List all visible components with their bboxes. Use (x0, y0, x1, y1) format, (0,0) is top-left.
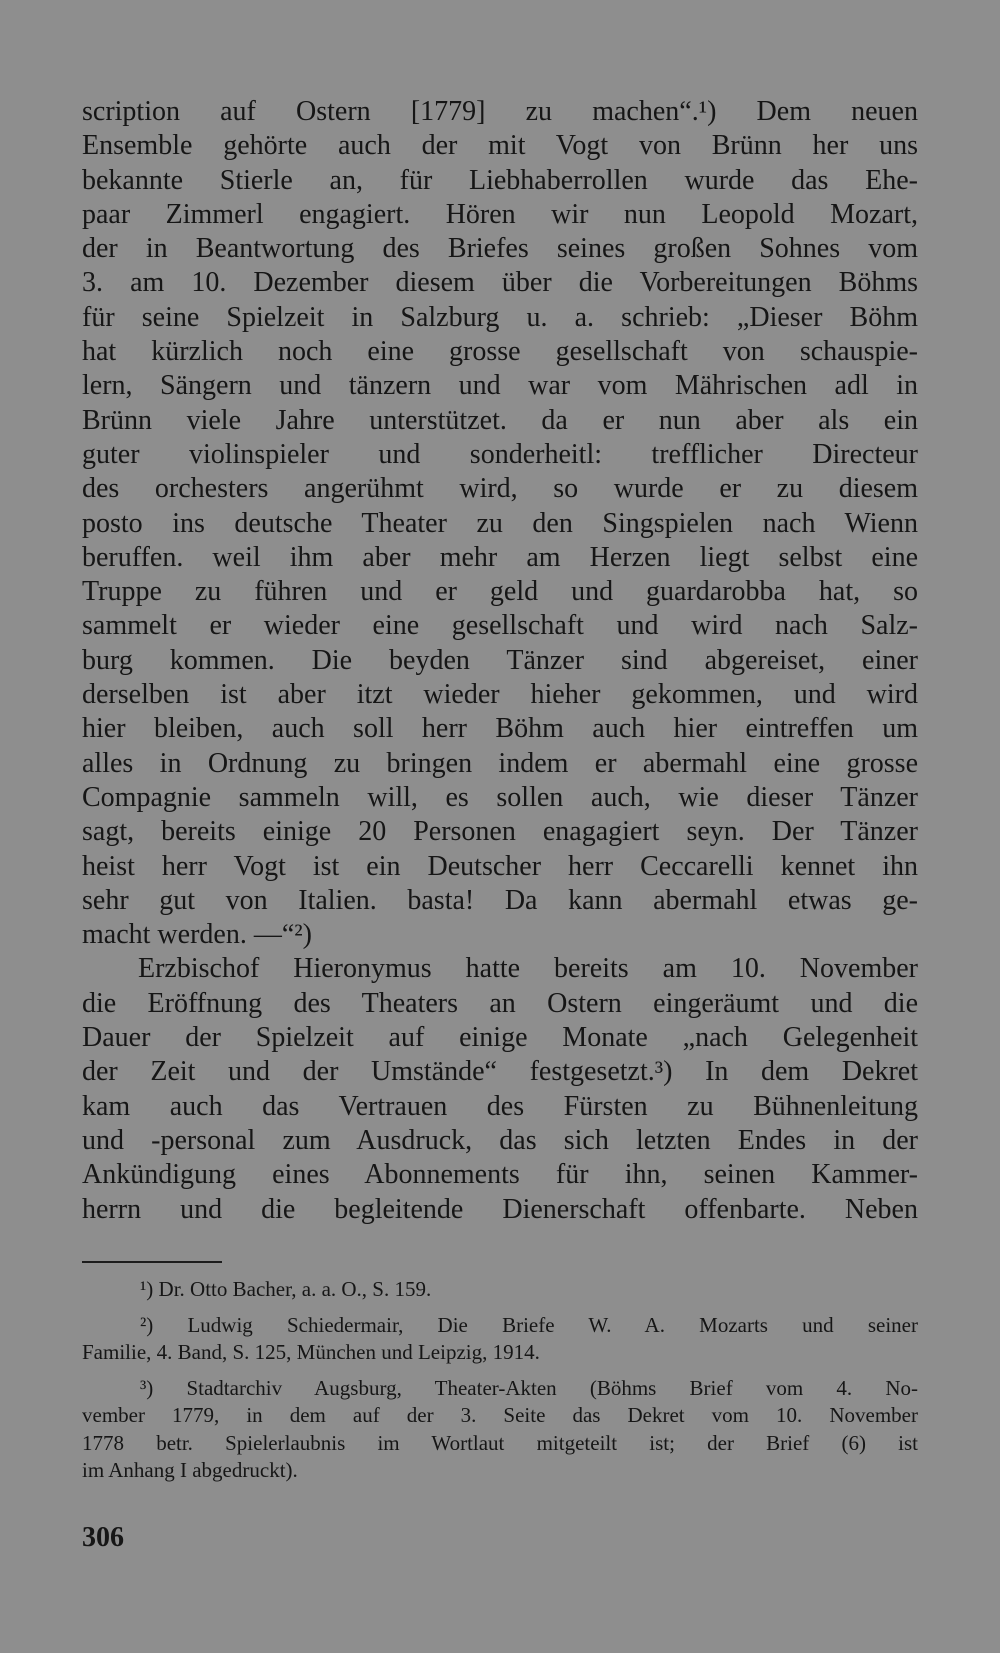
body-text (82, 95, 918, 1227)
text-line: guter violinspieler und sonderheitl: trefflicher Directeur (82, 438, 918, 470)
text-line: des orchesters angerühmt wird, so wurde er zu diesem (82, 473, 918, 505)
text-line: die Eröffnung des Theaters an Ostern eingeräumt und die (82, 987, 918, 1019)
footnote-line: im Anhang I abgedruckt). (82, 1458, 298, 1482)
text-line: Ensemble gehörte auch der mit Vogt von Brünn her uns (82, 130, 918, 162)
footnotes (82, 1276, 918, 1493)
text-line: alles in Ordnung zu bringen indem er abermahl eine grosse (82, 747, 918, 779)
text-line: heist herr Vogt ist ein Deutscher herr Ceccarelli kennet ihn (82, 850, 918, 882)
footnote-line: ²) Ludwig Schiedermair, Die Briefe W. A. Mozarts und seiner (140, 1312, 918, 1337)
text-line: sammelt er wieder eine gesellschaft und wird nach Salz- (82, 610, 918, 642)
text-line: posto ins deutsche Theater zu den Singspielen nach Wienn (82, 507, 918, 539)
text-line: derselben ist aber itzt wieder hieher gekommen, und wird (82, 679, 918, 711)
text-line: für seine Spielzeit in Salzburg u. a. schrieb: „Dieser Böhm (82, 301, 918, 333)
text-line: paar Zimmerl engagiert. Hören wir nun Leopold Mozart, (82, 198, 918, 230)
footnote-3 (82, 1375, 918, 1485)
text-line: sagt, bereits einige 20 Personen enagagiert seyn. Der Tänzer (82, 816, 918, 848)
page-number: 306 (82, 1522, 124, 1553)
footnote-line: ³) Stadtarchiv Augsburg, Theater-Akten (Böhms Brief vom 4. No- (140, 1375, 918, 1400)
text-line: scription auf Ostern [1779] zu machen“.¹) Dem neuen (82, 96, 918, 127)
text-line: Dauer der Spielzeit auf einige Monate „nach Gelegenheit (82, 1022, 918, 1054)
text-line: Compagnie sammeln will, es sollen auch, wie dieser Tänzer (82, 781, 918, 813)
text-line: lern, Sängern und tänzern und war vom Mährischen adl in (82, 370, 918, 402)
text-line: hier bleiben, auch soll herr Böhm auch hier eintreffen um (82, 713, 918, 745)
text-line: macht werden. —“²) (82, 919, 312, 951)
text-line: burg kommen. Die beyden Tänzer sind abgereiset, einer (82, 644, 918, 676)
text-line: Ankündigung eines Abonnements für ihn, seinen Kammer- (82, 1159, 918, 1191)
text-line: herrn und die begleitende Dienerschaft offenbarte. Neben (82, 1193, 918, 1225)
text-line: Truppe zu führen und er geld und guardarobba hat, so (82, 576, 918, 608)
footnote-line: vember 1779, in dem auf der 3. Seite das Dekret vom 10. November (82, 1403, 918, 1427)
text-line: der Zeit und der Umstände“ festgesetzt.³) In dem Dekret (82, 1056, 918, 1088)
footnote-1 (82, 1276, 918, 1304)
footnote-2 (82, 1312, 918, 1367)
text-line: sehr gut von Italien. basta! Da kann abermahl etwas ge- (82, 884, 918, 916)
text-line: Erzbischof Hieronymus hatte bereits am 10. November (138, 953, 918, 985)
footnote-line: ¹) Dr. Otto Bacher, a. a. O., S. 159. (140, 1277, 432, 1301)
text-line: kam auch das Vertrauen des Fürsten zu Bühnenleitung (82, 1090, 918, 1122)
footnote-line: 1778 betr. Spielerlaubnis im Wortlaut mitgeteilt ist; der Brief (6) ist (82, 1430, 918, 1455)
text-line: und -personal zum Ausdruck, das sich letzten Endes in der (82, 1124, 918, 1156)
footnote-line: Familie, 4. Band, S. 125, München und Leipzig, 1914. (82, 1340, 540, 1364)
text-line: Brünn viele Jahre unterstützet. da er nun aber als ein (82, 404, 918, 436)
text-line: hat kürzlich noch eine grosse gesellschaft von schauspie- (82, 336, 918, 368)
text-line: beruffen. weil ihm aber mehr am Herzen liegt selbst eine (82, 541, 918, 573)
text-line: bekannte Stierle an, für Liebhaberrollen wurde das Ehe- (82, 164, 918, 196)
text-line: 3. am 10. Dezember diesem über die Vorbereitungen Böhms (82, 267, 918, 299)
text-line: der in Beantwortung des Briefes seines großen Sohnes vom (82, 233, 918, 265)
footnote-separator (82, 1261, 222, 1263)
